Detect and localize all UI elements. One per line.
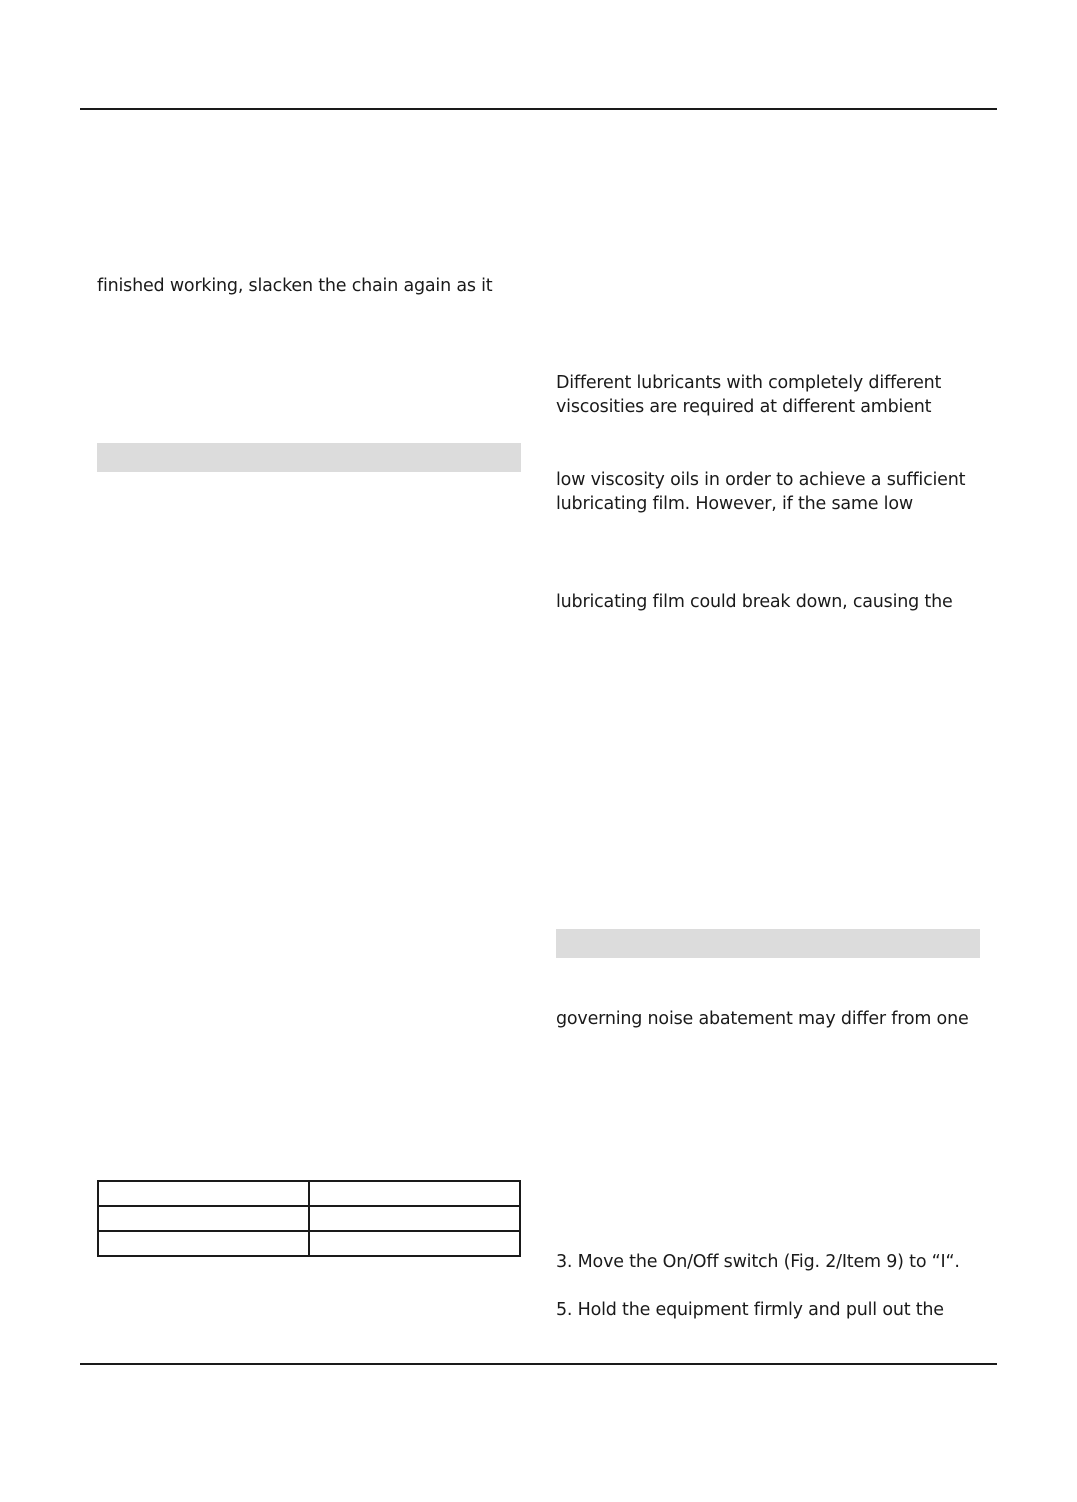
body-text-line: Different lubricants with completely different (556, 373, 942, 393)
body-text-line: governing noise abatement may differ from one (556, 1009, 969, 1029)
table-cell (98, 1206, 309, 1231)
table-row (98, 1206, 520, 1231)
body-text-line: viscosities are required at different ambient (556, 397, 932, 417)
body-text-line: low viscosity oils in order to achieve a sufficient (556, 470, 966, 490)
table-cell (309, 1206, 520, 1231)
header-rule (80, 108, 997, 110)
body-text-line: lubricating film could break down, causing the (556, 592, 953, 612)
instruction-step: 3. Move the On/Off switch (Fig. 2/Item 9) to “I“. (556, 1252, 960, 1272)
instruction-step: 5. Hold the equipment firmly and pull out the (556, 1300, 944, 1320)
table-cell (98, 1231, 309, 1256)
section-heading-bar (556, 929, 980, 958)
footer-rule (80, 1363, 997, 1365)
body-text-line: lubricating film. However, if the same low (556, 494, 913, 514)
table-cell (309, 1181, 520, 1206)
table-cell (309, 1231, 520, 1256)
spec-table (97, 1180, 521, 1257)
table-row (98, 1181, 520, 1206)
body-text-line: finished working, slacken the chain again as it (97, 276, 493, 296)
table-cell (98, 1181, 309, 1206)
section-heading-bar (97, 443, 521, 472)
table-row (98, 1231, 520, 1256)
